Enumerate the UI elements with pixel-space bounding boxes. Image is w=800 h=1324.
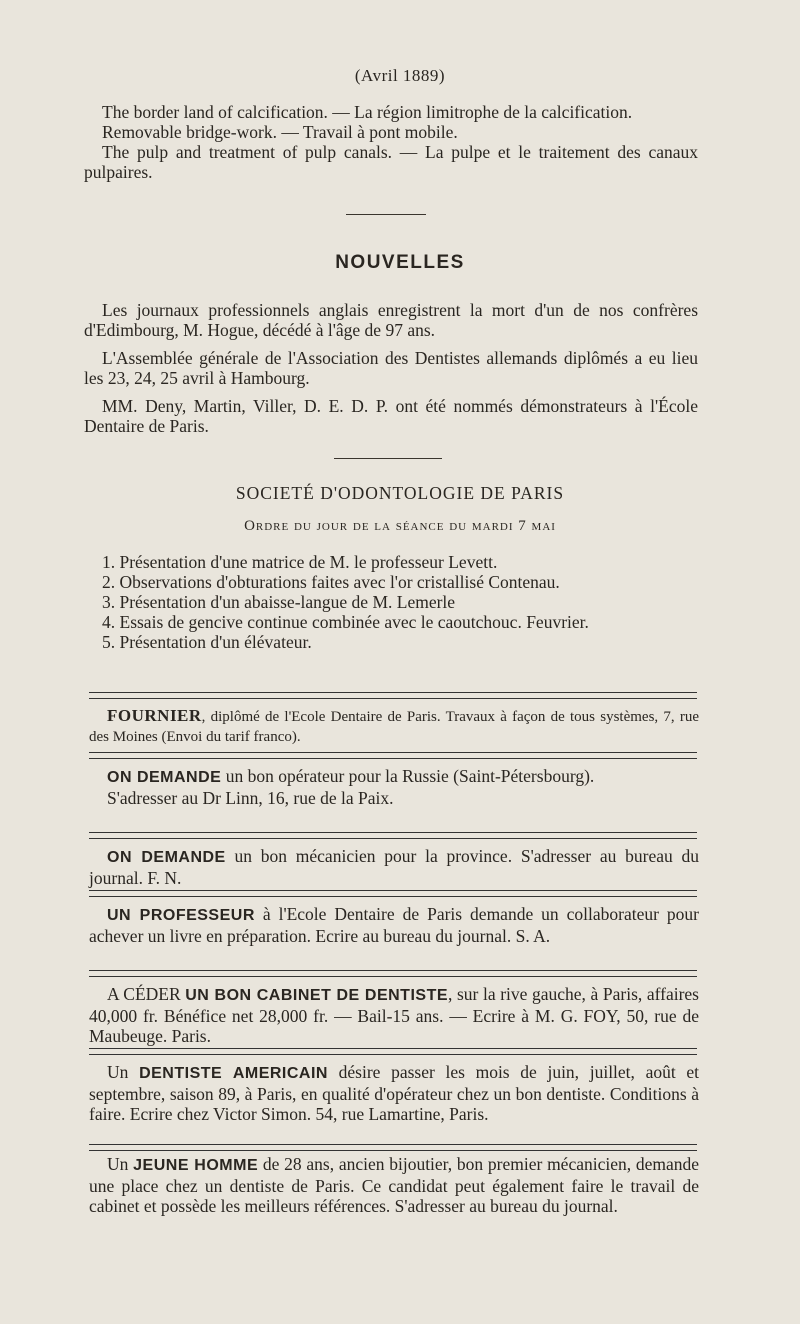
news-paragraph: L'Assemblée générale de l'Association des Dentistes allemands diplômés a eu lieu les 23, 24, 25 avril à Hambourg. bbox=[84, 348, 698, 388]
ad-text: un bon mécanicien pour la province. S'adresser au bureau du journal. F. N. bbox=[89, 846, 699, 888]
ad-text: , sur la rive gauche, à Paris, affaires 40,000 fr. Bénéfice net 28,000 fr. — Bail-15 ans. — Ecrire à M. G. FOY, 50, rue de Maubeuge. Paris. bbox=[89, 984, 699, 1046]
glossary-entry: Removable bridge-work. — Travail à pont mobile. bbox=[102, 122, 458, 142]
ad-lead: ON DEMANDE bbox=[107, 769, 222, 786]
ad-text: S'adresser au Dr Linn, 16, rue de la Paix. bbox=[107, 788, 394, 808]
ad-text: à l'Ecole Dentaire de Paris demande un collaborateur pour achever un livre en préparation. Ecrire au bureau du journal. S. A. bbox=[89, 904, 699, 946]
ad-lead: JEUNE HOMME bbox=[133, 1157, 259, 1174]
page-header: (Avril 1889) bbox=[354, 66, 446, 85]
ad-lead: DENTISTE AMERICAIN bbox=[139, 1065, 328, 1082]
ad-lead: UN BON CABINET DE DENTISTE bbox=[185, 987, 449, 1004]
section-divider bbox=[334, 458, 442, 459]
classified-ad-operateur bbox=[89, 766, 699, 808]
ad-text: , diplômé de l'Ecole Dentaire de Paris. Travaux à façon de tous systèmes, 7, rue des Moines (Envoi du tarif franco). bbox=[89, 709, 699, 745]
ad-lead: FOURNIER bbox=[107, 706, 202, 725]
ad-separator bbox=[89, 1048, 697, 1055]
ad-lead-prefix: Un bbox=[107, 1154, 134, 1174]
agenda-item: 2. Observations d'obturations faites avec l'or cristallisé Contenau. bbox=[102, 572, 560, 592]
classified-ad-professeur bbox=[89, 904, 699, 946]
ad-text: un bon opérateur pour la Russie (Saint-Pétersbourg). bbox=[221, 766, 595, 786]
agenda-item: 3. Présentation d'un abaisse-langue de M. Lemerle bbox=[102, 592, 456, 612]
ad-separator bbox=[89, 692, 697, 699]
ad-separator bbox=[89, 752, 697, 759]
ad-lead-prefix: A CÉDER bbox=[107, 984, 186, 1004]
classified-ad-cabinet bbox=[89, 984, 699, 1046]
glossary bbox=[84, 102, 698, 182]
classified-ad-mecanicien bbox=[89, 846, 699, 888]
ad-separator bbox=[89, 832, 697, 839]
agenda-item: 1. Présentation d'une matrice de M. le professeur Levett. bbox=[102, 552, 498, 572]
news-section bbox=[84, 300, 698, 444]
news-paragraph: MM. Deny, Martin, Viller, D. E. D. P. ont été nommés démonstrateurs à l'École Dentaire de Paris. bbox=[84, 396, 698, 436]
news-paragraph: Les journaux professionnels anglais enregistrent la mort d'un de nos confrères d'Edimbourg, M. Hogue, décédé à l'âge de 97 ans. bbox=[84, 300, 698, 340]
agenda-list bbox=[84, 552, 698, 652]
agenda-item: 4. Essais de gencive continue combinée avec le caoutchouc. Feuvrier. bbox=[102, 612, 589, 632]
society-title: SOCIETÉ D'ODONTOLOGIE DE PARIS bbox=[235, 483, 565, 503]
section-divider bbox=[346, 214, 426, 215]
classified-ad-jeune-homme bbox=[89, 1154, 699, 1216]
classified-ad-fournier bbox=[89, 706, 699, 747]
ad-separator bbox=[89, 1144, 697, 1151]
ad-lead: UN PROFESSEUR bbox=[107, 907, 255, 924]
glossary-entry: The border land of calcification. — La région limitrophe de la calcification. bbox=[102, 102, 633, 122]
society-subtitle: Ordre du jour de la séance du mardi 7 mai bbox=[244, 518, 556, 534]
ad-lead-prefix: Un bbox=[107, 1062, 140, 1082]
classified-ad-americain bbox=[89, 1062, 699, 1124]
ad-text: de 28 ans, ancien bijoutier, bon premier mécanicien, demande une place chez un dentiste de Paris. Ce candidat peut également faire le travail de cabinet et possède les meilleurs références. S'adresser au bureau du journal. bbox=[89, 1154, 700, 1216]
ad-separator bbox=[89, 970, 697, 977]
ad-text: désire passer les mois de juin, juillet, août et septembre, saison 89, à Paris, en qualité d'opérateur chez un bon dentiste. Conditions à faire. Ecrire chez Victor Simon. 54, rue Lamartine, Paris. bbox=[89, 1062, 699, 1124]
ad-lead: ON DEMANDE bbox=[107, 849, 226, 866]
ad-separator bbox=[89, 890, 697, 897]
news-title: NOUVELLES bbox=[335, 252, 465, 273]
glossary-entry: The pulp and treatment of pulp canals. — La pulpe et le traitement des canaux pulpaires. bbox=[84, 142, 698, 182]
agenda-item: 5. Présentation d'un élévateur. bbox=[102, 632, 312, 652]
